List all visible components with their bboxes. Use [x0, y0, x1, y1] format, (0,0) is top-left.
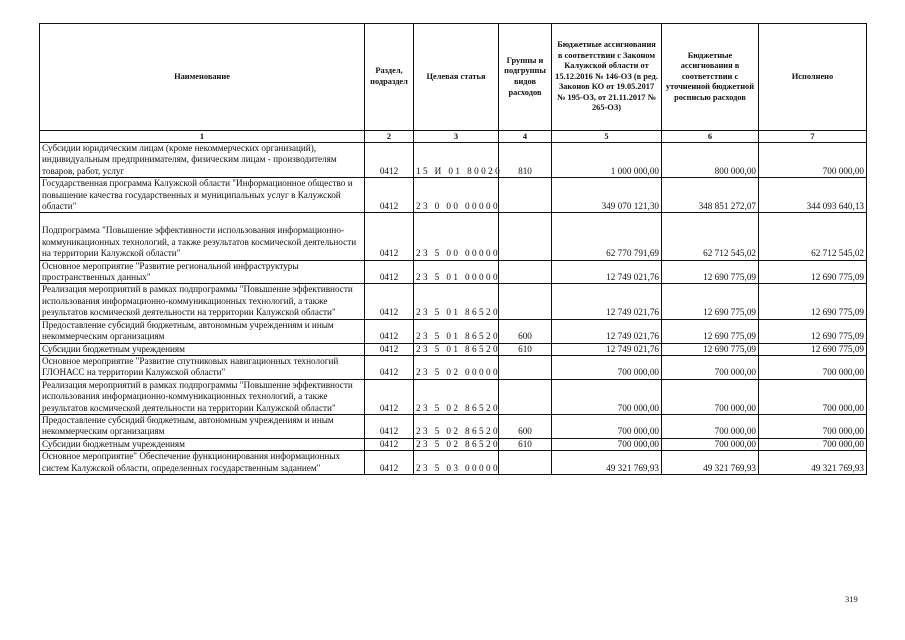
row-section: 0412 — [365, 213, 414, 260]
column-number: 5 — [552, 131, 662, 143]
row-group — [499, 284, 552, 319]
header-name: Наименование — [40, 24, 365, 131]
row-target: 23 5 01 00000 — [414, 260, 499, 284]
row-section: 0412 — [365, 284, 414, 319]
column-number-row — [40, 131, 867, 143]
row-schedule-amount: 62 712 545,02 — [662, 213, 759, 260]
row-schedule-amount: 49 321 769,93 — [662, 451, 759, 475]
row-law-amount: 1 000 000,00 — [552, 143, 662, 178]
table-row — [40, 260, 867, 284]
row-target: 15 И 01 80020 — [414, 143, 499, 178]
row-name: Реализация мероприятий в рамках подпрограммы "Повышение эффективности использования информационно-коммуникационных технологий, а также результатов космической деятельности на территории Калужской области" — [40, 284, 365, 319]
row-group — [499, 451, 552, 475]
table-row — [40, 143, 867, 178]
row-name: Основное мероприятие "Развитие региональной инфраструктуры пространственных данных" — [40, 260, 365, 284]
row-target: 23 0 00 00000 — [414, 178, 499, 213]
row-target: 23 5 02 00000 — [414, 355, 499, 379]
header-law: Бюджетные ассигнования в соответствии с Законом Калужской области от 15.12.2016 № 146-ОЗ (в ред. Законов КО от 19.05.2017 № 195-ОЗ, от 21.11.2017 № 265-ОЗ) — [552, 24, 662, 131]
row-name: Субсидии юридическим лицам (кроме некоммерческих организаций), индивидуальным предпринимателям, физическим лицам - производителям товаров, работ, услуг — [40, 143, 365, 178]
row-target: 23 5 02 86520 — [414, 438, 499, 450]
row-law-amount: 49 321 769,93 — [552, 451, 662, 475]
column-number: 1 — [40, 131, 365, 143]
table-row — [40, 343, 867, 355]
row-name: Предоставление субсидий бюджетным, автономным учреждениям и иным некоммерческим организациям — [40, 319, 365, 343]
row-law-amount: 12 749 021,76 — [552, 343, 662, 355]
row-schedule-amount: 700 000,00 — [662, 379, 759, 414]
row-group — [499, 260, 552, 284]
table-row — [40, 178, 867, 213]
row-executed-amount: 700 000,00 — [759, 379, 867, 414]
row-group: 610 — [499, 343, 552, 355]
row-law-amount: 700 000,00 — [552, 355, 662, 379]
row-executed-amount: 12 690 775,09 — [759, 343, 867, 355]
row-executed-amount: 700 000,00 — [759, 355, 867, 379]
column-number: 4 — [499, 131, 552, 143]
table-row — [40, 284, 867, 319]
column-number: 7 — [759, 131, 867, 143]
row-law-amount: 349 070 121,30 — [552, 178, 662, 213]
row-schedule-amount: 800 000,00 — [662, 143, 759, 178]
row-executed-amount: 700 000,00 — [759, 438, 867, 450]
row-section: 0412 — [365, 414, 414, 438]
row-section: 0412 — [365, 343, 414, 355]
row-executed-amount: 12 690 775,09 — [759, 260, 867, 284]
row-section: 0412 — [365, 319, 414, 343]
row-section: 0412 — [365, 260, 414, 284]
row-target: 23 5 02 86520 — [414, 414, 499, 438]
header-row — [40, 24, 867, 131]
column-number: 2 — [365, 131, 414, 143]
row-group — [499, 178, 552, 213]
row-schedule-amount: 12 690 775,09 — [662, 260, 759, 284]
header-schedule: Бюджетные ассигнования в соответствии с уточненной бюджетной росписью расходов — [662, 24, 759, 131]
row-name: Основное мероприятие" Обеспечение функционирования информационных систем Калужской области, определенных государственным заданием" — [40, 451, 365, 475]
row-group: 610 — [499, 438, 552, 450]
row-executed-amount: 12 690 775,09 — [759, 284, 867, 319]
row-group: 600 — [499, 319, 552, 343]
table-row — [40, 451, 867, 475]
row-schedule-amount: 700 000,00 — [662, 414, 759, 438]
row-name: Субсидии бюджетным учреждениям — [40, 438, 365, 450]
row-section: 0412 — [365, 379, 414, 414]
column-number: 6 — [662, 131, 759, 143]
row-law-amount: 12 749 021,76 — [552, 260, 662, 284]
row-target: 23 5 01 86520 — [414, 284, 499, 319]
row-law-amount: 12 749 021,76 — [552, 319, 662, 343]
table-row — [40, 438, 867, 450]
table-row — [40, 414, 867, 438]
page-number: 319 — [845, 594, 858, 604]
row-schedule-amount: 348 851 272,07 — [662, 178, 759, 213]
header-executed: Исполнено — [759, 24, 867, 131]
row-target: 23 5 01 86520 — [414, 343, 499, 355]
row-law-amount: 700 000,00 — [552, 414, 662, 438]
row-group: 600 — [499, 414, 552, 438]
row-group — [499, 355, 552, 379]
row-target: 23 5 03 00000 — [414, 451, 499, 475]
row-executed-amount: 700 000,00 — [759, 143, 867, 178]
row-group: 810 — [499, 143, 552, 178]
row-schedule-amount: 700 000,00 — [662, 355, 759, 379]
row-schedule-amount: 12 690 775,09 — [662, 284, 759, 319]
row-target: 23 5 00 00000 — [414, 213, 499, 260]
row-section: 0412 — [365, 438, 414, 450]
row-schedule-amount: 12 690 775,09 — [662, 343, 759, 355]
row-section: 0412 — [365, 143, 414, 178]
table-row — [40, 319, 867, 343]
header-section: Раздел, подраздел — [365, 24, 414, 131]
row-law-amount: 12 749 021,76 — [552, 284, 662, 319]
header-group: Группы и подгруппы видов расходов — [499, 24, 552, 131]
table-row — [40, 379, 867, 414]
row-schedule-amount: 700 000,00 — [662, 438, 759, 450]
row-name: Реализация мероприятий в рамках подпрограммы "Повышение эффективности использования информационно-коммуникационных технологий, а также результатов космической деятельности на территории Калужской области" — [40, 379, 365, 414]
row-executed-amount: 344 093 640,13 — [759, 178, 867, 213]
row-schedule-amount: 12 690 775,09 — [662, 319, 759, 343]
row-group — [499, 379, 552, 414]
table-row — [40, 213, 867, 260]
row-executed-amount: 12 690 775,09 — [759, 319, 867, 343]
row-target: 23 5 01 86520 — [414, 319, 499, 343]
column-number: 3 — [414, 131, 499, 143]
row-name: Предоставление субсидий бюджетным, автономным учреждениям и иным некоммерческим организациям — [40, 414, 365, 438]
row-law-amount: 700 000,00 — [552, 438, 662, 450]
row-section: 0412 — [365, 451, 414, 475]
row-section: 0412 — [365, 355, 414, 379]
row-law-amount: 700 000,00 — [552, 379, 662, 414]
table-row — [40, 355, 867, 379]
row-executed-amount: 49 321 769,93 — [759, 451, 867, 475]
header-target: Целевая статья — [414, 24, 499, 131]
row-law-amount: 62 770 791,69 — [552, 213, 662, 260]
row-target: 23 5 02 86520 — [414, 379, 499, 414]
row-executed-amount: 700 000,00 — [759, 414, 867, 438]
row-name: Подпрограмма "Повышение эффективности использования информационно-коммуникационных технологий, а также результатов космической деятельности на территории Калужской области" — [40, 213, 365, 260]
budget-table — [39, 23, 867, 475]
table-body — [40, 143, 867, 475]
row-executed-amount: 62 712 545,02 — [759, 213, 867, 260]
row-name: Основное мероприятие "Развитие спутниковых навигационных технологий ГЛОНАСС на территории Калужской области" — [40, 355, 365, 379]
row-group — [499, 213, 552, 260]
row-name: Государственная программа Калужской области "Информационное общество и повышение качества государственных и муниципальных услуг в Калужской области" — [40, 178, 365, 213]
row-section: 0412 — [365, 178, 414, 213]
row-name: Субсидии бюджетным учреждениям — [40, 343, 365, 355]
